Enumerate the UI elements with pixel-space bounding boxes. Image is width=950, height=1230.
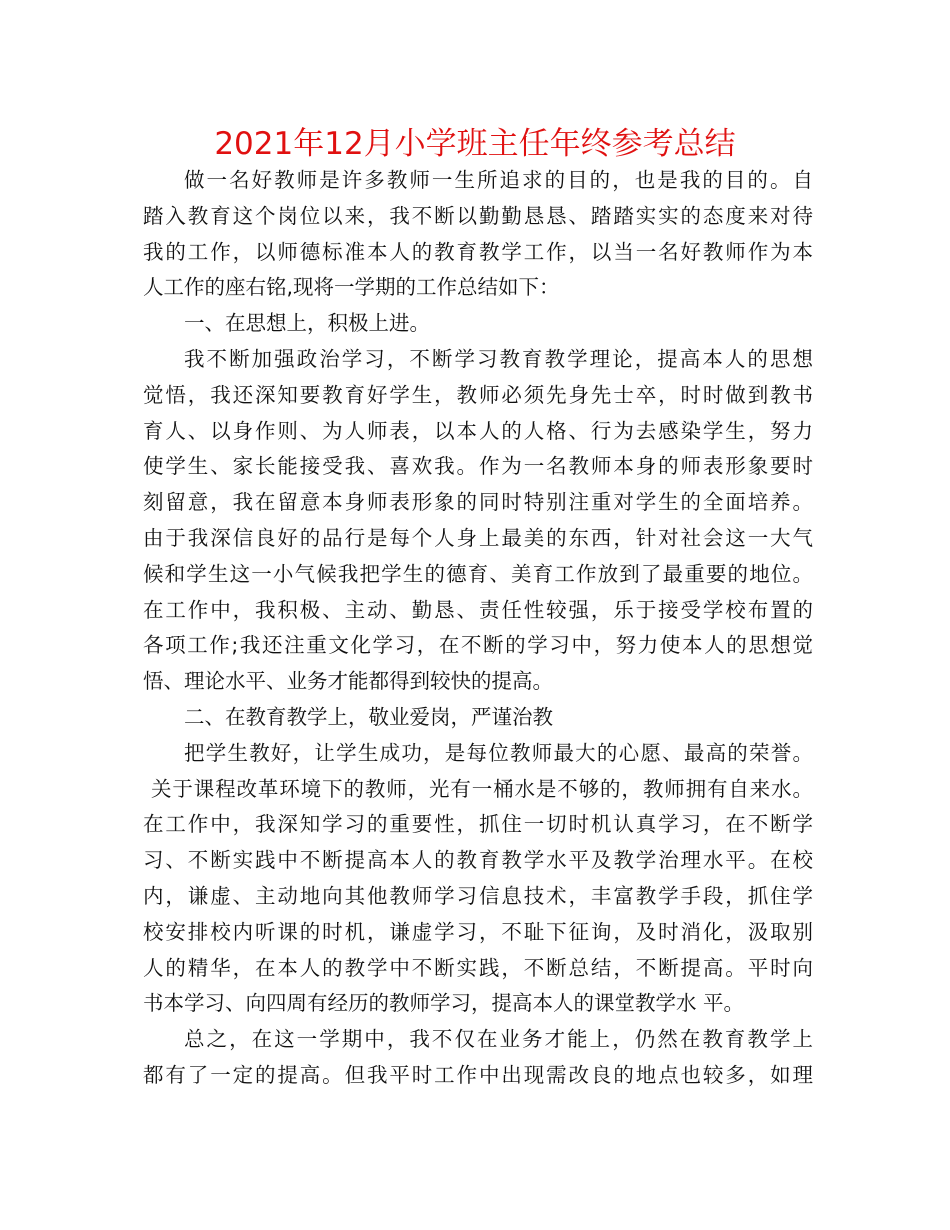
paragraph-line: 我不断加强政治学习，不断学习教育教学理论，提高本人的思想 bbox=[184, 346, 813, 371]
paragraph-line: 把学生教好，让学生成功，是每位教师最大的心愿、最高的荣誉。 bbox=[184, 740, 813, 765]
paragraph-line: 内，谦虚、主动地向其他教师学习信息技术，丰富教学手段，抓住学 bbox=[143, 883, 813, 908]
paragraph-line: 使学生、家长能接受我、喜欢我。作为一名教师本身的师表形象要时 bbox=[143, 454, 813, 479]
paragraph-line: 候和学生这一小气候我把学生的德育、美育工作放到了最重要的地位。 bbox=[143, 561, 813, 586]
paragraph-line: 做一名好教师是许多教师一生所追求的目的，也是我的目的。自 bbox=[184, 168, 813, 192]
paragraph-line: 我的工作，以师德标准本人的教育教学工作，以当一名好教师作为本 bbox=[143, 239, 813, 264]
paragraph-line: 都有了一定的提高。但我平时工作中出现需改良的地点也较多，如理 bbox=[143, 1062, 813, 1087]
paragraph-line: 书本学习、向四周有经历的教师学习，提高本人的课堂教学水 平。 bbox=[143, 991, 745, 1016]
paragraph-line: 人工作的座右铭,现将一学期的工作总结如下： bbox=[143, 275, 560, 300]
paragraph-line: 觉悟，我还深知要教育好学生，教师必须先身先士卒，时时做到教书 bbox=[143, 382, 813, 407]
section-heading: 一、在思想上，积极上进。 bbox=[184, 311, 430, 336]
paragraph-line: 各项工作;我还注重文化学习，在不断的学习中，努力使本人的思想觉 bbox=[143, 633, 813, 658]
paragraph-line: 悟、理论水平、业务才能都得到较快的提高。 bbox=[143, 669, 553, 694]
paragraph-line: 在工作中，我深知学习的重要性，抓住一切时机认真学习，在不断学 bbox=[143, 812, 813, 837]
paragraph-line: 校安排校内听课的时机，谦虚学习，不耻下征询，及时消化，汲取别 bbox=[143, 919, 813, 944]
document-body bbox=[143, 163, 813, 1094]
section-heading: 二、在教育教学上，敬业爱岗，严谨治教 bbox=[184, 704, 553, 729]
paragraph-line: 总之，在这一学期中，我不仅在业务才能上，仍然在教育教学上 bbox=[184, 1027, 813, 1052]
paragraph-line: 在工作中，我积极、主动、勤恳、责任性较强，乐于接受学校布置的 bbox=[143, 597, 813, 622]
paragraph-line: 刻留意，我在留意本身师表形象的同时特别注重对学生的全面培养。 bbox=[143, 490, 813, 515]
paragraph-line: 育人、以身作则、为人师表，以本人的人格、行为去感染学生，努力 bbox=[143, 418, 813, 443]
paragraph-line: 踏入教育这个岗位以来，我不断以勤勤恳恳、踏踏实实的态度来对待 bbox=[143, 203, 813, 228]
paragraph-line: 由于我深信良好的品行是每个人身上最美的东西，针对社会这一大气 bbox=[143, 525, 813, 550]
paragraph-line: 关于课程改革环境下的教师，光有一桶水是不够的，教师拥有自来水。 bbox=[151, 776, 813, 801]
document-title: 2021年12月小学班主任年终参考总结 bbox=[214, 126, 736, 162]
paragraph-line: 习、不断实践中不断提高本人的教育教学水平及教学治理水平。在校 bbox=[143, 848, 813, 873]
paragraph-line: 人的精华，在本人的教学中不断实践，不断总结，不断提高。平时向 bbox=[143, 955, 813, 980]
